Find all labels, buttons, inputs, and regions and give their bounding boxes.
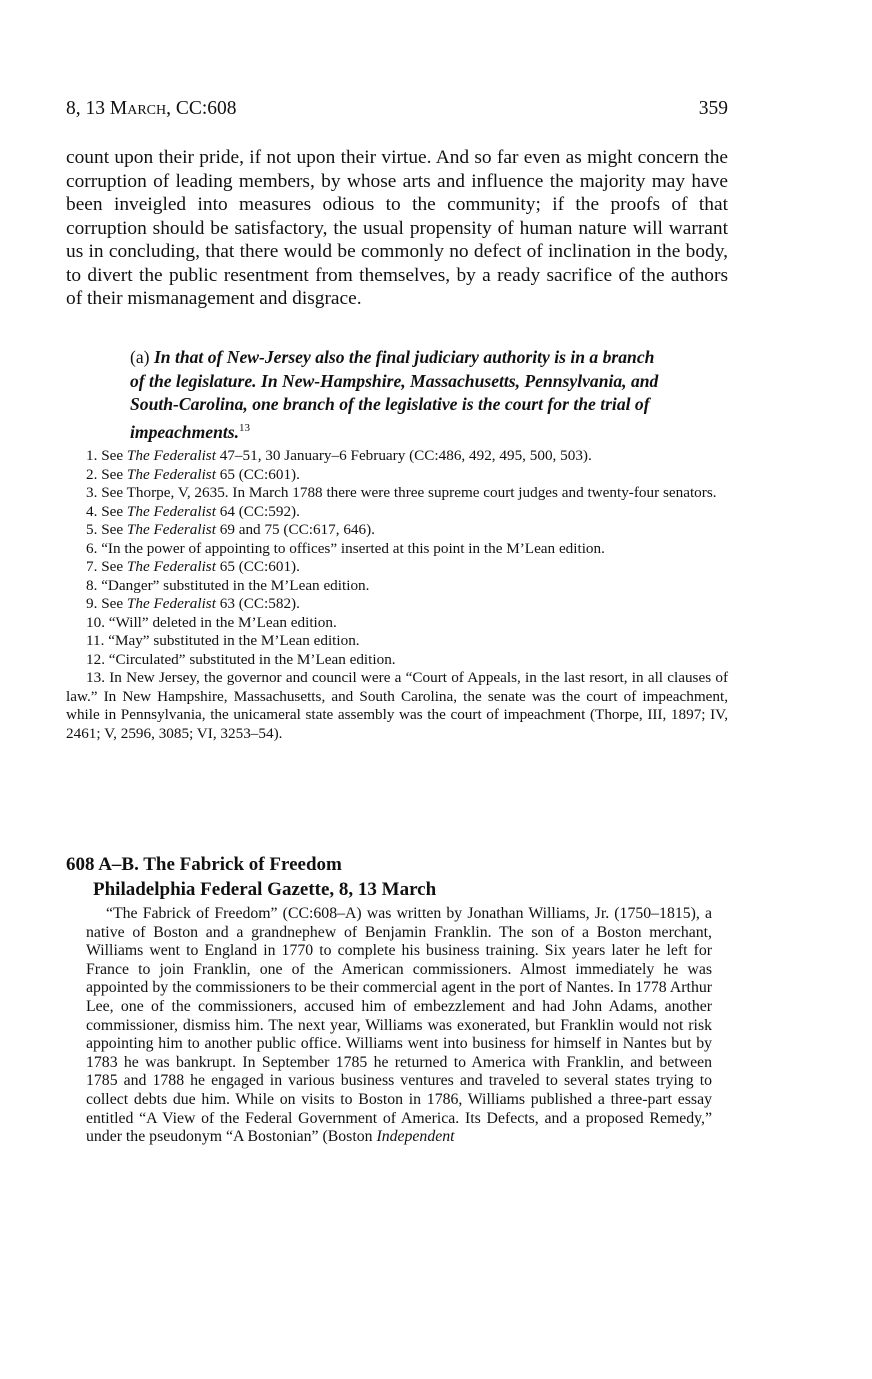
endnote-text: See	[101, 502, 127, 520]
intro-text: “The Fabrick of Freedom” (CC:608–A) was written by Jonathan Williams, Jr. (1750–1815), a native of Boston and a grandnephew of Benjamin Franklin. The son of a Boston merchant, Williams went to England in 1770 to complete his business training. Six years later he left for France to join Franklin, one of the American commissioners. Almost immediately he was appointed by the commissioners to be their commercial agent in the port of Nantes. In 1778 Arthur Lee, one of the commissioners, accused him of embezzlement and had John Adams, another commissioner, dismiss him. The next year, Williams was exonerated, but Franklin would not risk appointing him to another public office. Williams went into business for himself in Nantes but by 1783 he was bankrupt. In September 1785 he returned to America with Franklin, and between 1785 and 1788 he engaged in various business ventures and traveled to several states trying to collect debts due him. While on visits to Boston in 1786, Williams published a three-part essay entitled “A View of the Federal Government of America. Its Defects, and a proposed Remedy,” under the pseudonym “A Bostonian” (Boston	[86, 905, 712, 1146]
endnote-number: 3.	[86, 484, 98, 501]
running-head-citation	[66, 96, 237, 122]
running-head	[66, 96, 728, 126]
running-head-prefix: 8, 13	[66, 98, 110, 119]
endnote-number: 10.	[86, 613, 105, 631]
endnote-item	[66, 558, 728, 577]
endnote-text: “Circulated” substituted in the M’Lean edition.	[108, 650, 396, 668]
endnote-number: 5.	[86, 521, 98, 538]
endnote-number: 12.	[86, 650, 105, 668]
endnote-item	[66, 540, 728, 559]
intro-trailing-italic: Independent	[376, 1128, 455, 1146]
endnote-number: 11.	[86, 632, 105, 649]
quote-text: In that of New-Jersey also the final judiciary authority is in a branch of the legislature. In New-Hampshire, Massachusetts, Pennsylvania, and South-Carolina, one branch of the legislative is the court for the trial of impeachments.	[130, 347, 659, 442]
endnote-italic-title: The Federalist	[126, 502, 216, 520]
endnote-text-end: 47–51, 30 January–6 February (CC:486, 492, 495, 500, 503).	[215, 447, 592, 464]
endnote-italic-title: The Federalist	[126, 447, 216, 464]
endnote-item	[66, 521, 728, 540]
endnote-item	[66, 614, 728, 633]
running-head-suffix: , CC:608	[166, 98, 237, 119]
endnote-item	[66, 669, 728, 743]
endnote-number: 8.	[86, 576, 98, 594]
endnote-text-end: 65 (CC:601).	[215, 465, 300, 483]
endnote-italic-title: The Federalist	[126, 465, 216, 483]
endnote-text-end: 64 (CC:592).	[215, 502, 300, 520]
endnote-text-end: 63 (CC:582).	[215, 595, 300, 612]
section-title-line2: Philadelphia Federal Gazette, 8, 13 March	[93, 879, 437, 900]
endnotes-list	[66, 447, 728, 743]
endnote-italic-title: The Federalist	[126, 558, 216, 575]
endnote-number: 4.	[86, 502, 98, 520]
endnote-text: “In the power of appointing to offices” inserted at this point in the M’Lean edition.	[101, 539, 605, 557]
endnote-text: In New Jersey, the governor and council were a “Court of Appeals, in the last resort, in all clauses of law.” In New Hampshire, Massachusetts, and South Carolina, the senate was the court of impeachment, while in Pennsylvania, the unicameral state assembly was the court of impeachment (Thorpe, III, 1897; IV, 2461; V, 2596, 3085; VI, 3253–54).	[66, 669, 728, 742]
endnote-item	[66, 577, 728, 596]
endnote-text: See	[101, 447, 127, 464]
endnote-number: 7.	[86, 558, 98, 575]
endnote-text: “Will” deleted in the M’Lean edition.	[108, 613, 337, 631]
endnote-number: 13.	[86, 669, 105, 686]
endnote-number: 6.	[86, 539, 98, 557]
footnote-reference: 13	[238, 421, 250, 434]
endnote-italic-title: The Federalist	[126, 595, 216, 612]
endnote-item	[66, 503, 728, 522]
endnote-italic-title: The Federalist	[126, 521, 216, 538]
endnote-item	[66, 632, 728, 651]
running-head-month: March	[109, 98, 167, 119]
endnote-text: See Thorpe, V, 2635. In March 1788 there were three supreme court judges and twenty-four senators.	[101, 484, 717, 501]
endnote-text: See	[101, 521, 127, 538]
editorial-introduction	[86, 905, 712, 1147]
endnote-text: See	[101, 465, 127, 483]
endnote-item	[66, 466, 728, 485]
footnote-a-quote	[130, 346, 670, 444]
endnote-text: See	[101, 595, 127, 612]
section-title-line1: 608 A–B. The Fabrick of Freedom	[66, 854, 342, 875]
endnote-number: 2.	[86, 465, 98, 483]
endnote-text-end: 69 and 75 (CC:617, 646).	[215, 521, 375, 538]
endnote-text: “Danger” substituted in the M’Lean edition.	[101, 576, 370, 594]
endnote-item	[66, 651, 728, 670]
endnote-item	[66, 447, 728, 466]
endnote-text-end: 65 (CC:601).	[215, 558, 300, 575]
section-heading	[66, 852, 728, 902]
page-number: 359	[698, 98, 728, 119]
quote-label: (a)	[130, 347, 150, 367]
endnote-number: 1.	[86, 447, 98, 464]
endnote-text: “May” substituted in the M’Lean edition.	[108, 632, 360, 649]
endnote-number: 9.	[86, 595, 98, 612]
endnote-item	[66, 484, 728, 503]
endnote-text: See	[101, 558, 127, 575]
body-paragraph: count upon their pride, if not upon their virtue. And so far even as might concern the corruption of leading members, by whose arts and influence the majority may have been inveigled into measures odious to the community; if the proofs of that corruption should be satisfactory, the usual propensity of human nature will warrant us in concluding, that there would be commonly no defect of inclination in the body, to divert the public resentment from themselves, by a ready sacrifice of the authors of their mismanagement and disgrace.	[66, 147, 728, 309]
endnote-item	[66, 595, 728, 614]
